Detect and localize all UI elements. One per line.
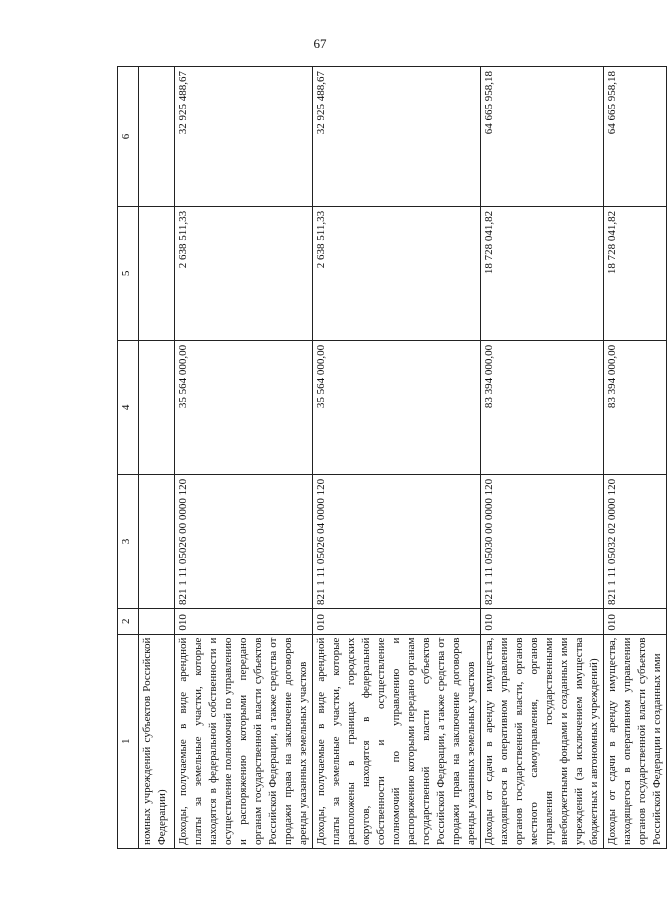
- column-header-6: 6: [118, 67, 139, 207]
- row-kbk-code: [139, 474, 175, 608]
- row-description: Доходы от сдачи в аренду имущества, находящегося в оперативном управлении органов государственной власти, органов местного самоуправления, органов управления государственными внебюджетными фондами и созданных ими учреждений (за исключением имущества бюджетных и автономных учреждений): [481, 634, 604, 848]
- row-actual-amount: 2 638 511,33: [175, 206, 313, 340]
- table-row: [139, 67, 175, 849]
- row-planned-amount: 35 564 000,00: [175, 340, 313, 474]
- column-header-1: 1: [118, 634, 139, 848]
- row-unexecuted-amount: 32 925 488,67: [313, 67, 481, 207]
- row-actual-amount: 2 638 511,33: [313, 206, 481, 340]
- row-unexecuted-amount: 64 665 958,18: [481, 67, 604, 207]
- column-header-3: 3: [118, 474, 139, 608]
- row-line-code: 010: [175, 608, 313, 634]
- row-description: Доходы, получаемые в виде арендной платы за земельные участки, которые расположены в границах городских округов, находятся в федеральной собственности и осуществление полномочий по управлению и распоряжению которыми передано органам государственной власти субъектов Российской Федерации, а также средства от продажи права на заключение договоров аренды указанных земельных участков: [313, 634, 481, 848]
- row-line-code: [139, 608, 175, 634]
- row-planned-amount: 83 394 000,00: [481, 340, 604, 474]
- row-line-code: 010: [481, 608, 604, 634]
- table-row: [481, 67, 604, 849]
- budget-revenue-table: [117, 66, 667, 849]
- row-kbk-code: 821 1 11 05026 04 0000 120: [313, 474, 481, 608]
- column-header-5: 5: [118, 206, 139, 340]
- row-unexecuted-amount: 64 665 958,18: [604, 67, 667, 207]
- table-row: [175, 67, 313, 849]
- row-unexecuted-amount: [139, 67, 175, 207]
- column-header-4: 4: [118, 340, 139, 474]
- row-planned-amount: 83 394 000,00: [604, 340, 667, 474]
- table-header-row: [118, 67, 139, 849]
- row-description: номных учреждений субъектов Российской Федерации): [139, 634, 175, 848]
- row-description: Доходы, получаемые в виде арендной платы за земельные участки, которые находятся в федеральной собственности и осуществление полномочий по управлению и распоряжению которыми передано органам государственной власти субъектов Российской Федерации, а также средства от продажи права на заключение договоров аренды указанных земельных участков: [175, 634, 313, 848]
- row-actual-amount: [139, 206, 175, 340]
- row-kbk-code: 821 1 11 05026 00 0000 120: [175, 474, 313, 608]
- table-row: [604, 67, 667, 849]
- row-line-code: 010: [604, 608, 667, 634]
- row-line-code: 010: [313, 608, 481, 634]
- row-planned-amount: [139, 340, 175, 474]
- table-row: [313, 67, 481, 849]
- page-number: 67: [313, 36, 327, 51]
- row-actual-amount: 18 728 041,82: [604, 206, 667, 340]
- row-description: Доходы от сдачи в аренду имущества, находящегося в оперативном управлении органов государственной власти субъектов Российской Федерации и созданных ими: [604, 634, 667, 848]
- row-unexecuted-amount: 32 925 488,67: [175, 67, 313, 207]
- row-kbk-code: 821 1 11 05030 00 0000 120: [481, 474, 604, 608]
- rotated-table-wrapper: [117, 66, 663, 849]
- row-kbk-code: 821 1 11 05032 02 0000 120: [604, 474, 667, 608]
- column-header-2: 2: [118, 608, 139, 634]
- row-planned-amount: 35 564 000,00: [313, 340, 481, 474]
- row-actual-amount: 18 728 041,82: [481, 206, 604, 340]
